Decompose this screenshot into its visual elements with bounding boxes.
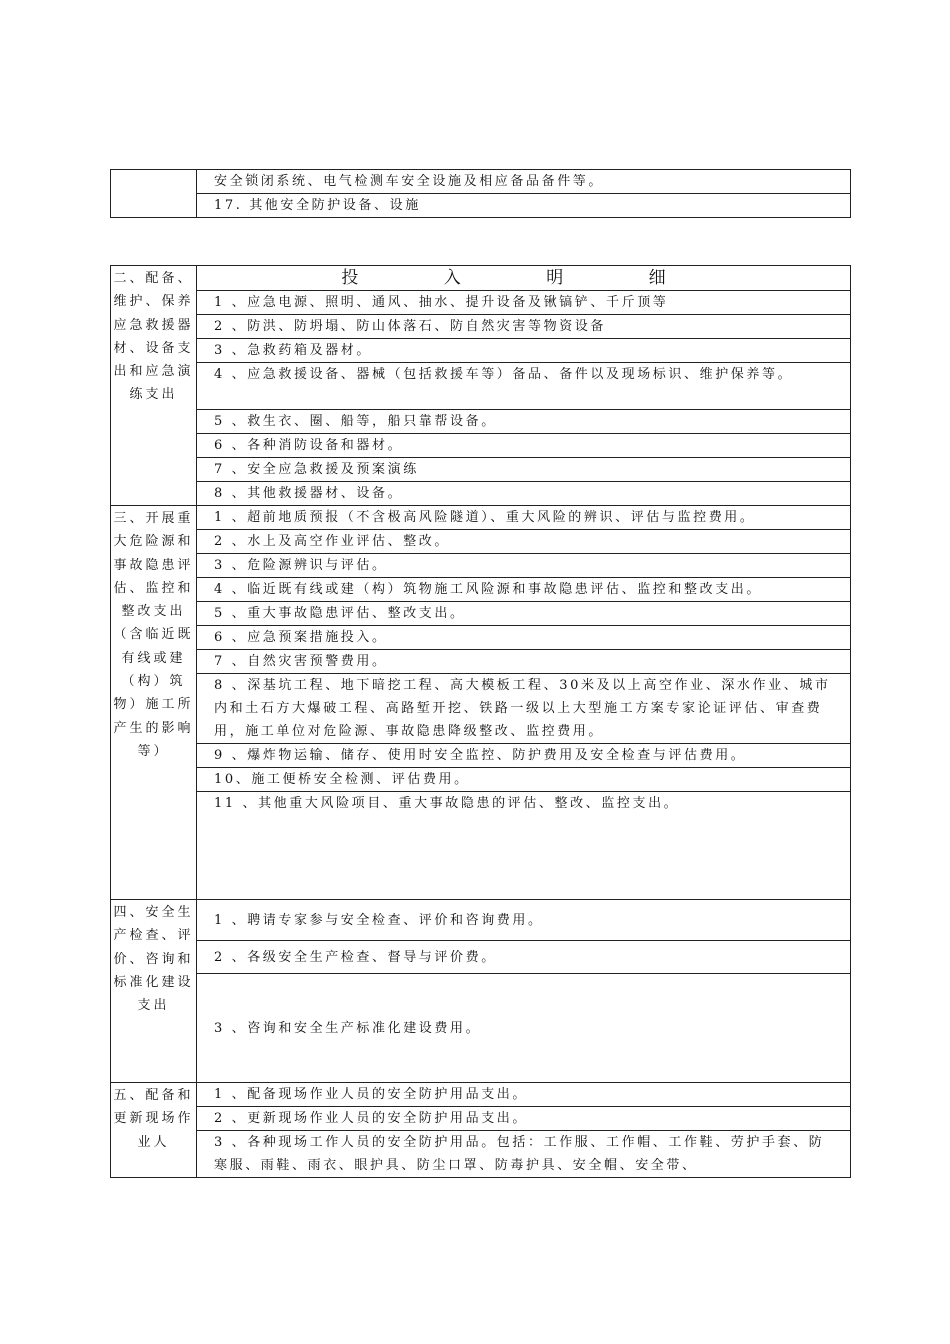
table-row — [111, 194, 851, 218]
table-row — [111, 170, 851, 194]
item-cell: 2 、更新现场作业人员的安全防护用品支出。 — [197, 1107, 851, 1131]
item-cell: 4 、临近既有线或建（构）筑物施工风险源和事故隐患评估、监控和整改支出。 — [197, 578, 851, 602]
category-cell-section2: 二、配备、维护、保养应急救援器材、设备支出和应急演练支出 — [111, 266, 197, 506]
table-row — [111, 1083, 851, 1107]
item-cell: 3 、咨询和安全生产标准化建设费用。 — [197, 974, 851, 1083]
table-row — [111, 650, 851, 674]
table-row — [111, 410, 851, 434]
item-cell: 1 、聘请专家参与安全检查、评价和咨询费用。 — [197, 900, 851, 941]
item-cell: 3 、危险源辨识与评估。 — [197, 554, 851, 578]
item-cell: 8 、深基坑工程、地下暗挖工程、高大模板工程、30米及以上高空作业、深水作业、城市内和土石方大爆破工程、高路堑开挖、铁路一级以上大型施工方案专家论证评估、审查费用，施工单位对危险源、事故隐患降级整改、监控费用。 — [197, 674, 851, 744]
table-row — [111, 900, 851, 941]
item-cell: 4 、应急救援设备、器械（包括救援车等）备品、备件以及现场标识、维护保养等。 — [197, 363, 851, 410]
table-row — [111, 674, 851, 744]
table-row — [111, 1131, 851, 1178]
item-cell: 1 、配备现场作业人员的安全防护用品支出。 — [197, 1083, 851, 1107]
item-cell: 2 、水上及高空作业评估、整改。 — [197, 530, 851, 554]
item-cell: 2 、防洪、防坍塌、防山体落石、防自然灾害等物资设备 — [197, 315, 851, 339]
item-cell: 5 、救生衣、圈、船等，船只靠帮设备。 — [197, 410, 851, 434]
table-row — [111, 482, 851, 506]
table-row — [111, 974, 851, 1083]
item-cell: 1 、应急电源、照明、通风、抽水、提升设备及锹镐铲、千斤顶等 — [197, 291, 851, 315]
item-cell: 8 、其他救援器材、设备。 — [197, 482, 851, 506]
table-row — [111, 530, 851, 554]
item-cell: 9 、爆炸物运输、储存、使用时安全监控、防护费用及安全检查与评估费用。 — [197, 744, 851, 768]
table-row — [111, 744, 851, 768]
item-cell: 7 、安全应急救援及预案演练 — [197, 458, 851, 482]
table-row — [111, 458, 851, 482]
table-row — [111, 578, 851, 602]
item-cell: 6 、各种消防设备和器材。 — [197, 434, 851, 458]
table-header: 投 入 明 细 — [197, 266, 851, 291]
table-main — [110, 265, 851, 1178]
table-row — [111, 291, 851, 315]
item-cell: 11 、其他重大风险项目、重大事故隐患的评估、整改、监控支出。 — [197, 792, 851, 900]
item-cell: 7 、自然灾害预警费用。 — [197, 650, 851, 674]
table-row — [111, 315, 851, 339]
item-cell: 3 、急救药箱及器材。 — [197, 339, 851, 363]
table-row — [111, 792, 851, 900]
item-cell: 6 、应急预案措施投入。 — [197, 626, 851, 650]
category-cell-section4: 四、安全生产检查、评价、咨询和标准化建设支出 — [111, 900, 197, 1083]
category-cell-empty — [111, 170, 197, 218]
item-cell: 17. 其他安全防护设备、设施 — [197, 194, 851, 218]
item-cell: 1 、超前地质预报（不含极高风险隧道）、重大风险的辨识、评估与监控费用。 — [197, 506, 851, 530]
item-cell: 安全锁闭系统、电气检测车安全设施及相应备品备件等。 — [197, 170, 851, 194]
table-row — [111, 266, 851, 291]
table-row — [111, 1107, 851, 1131]
table-row — [111, 626, 851, 650]
table-row — [111, 941, 851, 974]
item-cell: 3 、各种现场工作人员的安全防护用品。包括：工作服、工作帽、工作鞋、劳护手套、防寒服、雨鞋、雨衣、眼护具、防尘口罩、防毒护具、安全帽、安全带、 — [197, 1131, 851, 1178]
table-row — [111, 602, 851, 626]
table-row — [111, 506, 851, 530]
table-top — [110, 169, 851, 218]
category-cell-section3: 三、开展重大危险源和事故隐患评估、监控和整改支出（含临近既有线或建（构）筑物）施工所产生的影响等） — [111, 506, 197, 900]
table-row — [111, 554, 851, 578]
table-row — [111, 434, 851, 458]
item-cell: 10、施工便桥安全检测、评估费用。 — [197, 768, 851, 792]
table-row — [111, 339, 851, 363]
category-cell-section5: 五、配备和更新现场作业人 — [111, 1083, 197, 1178]
table-row — [111, 768, 851, 792]
item-cell: 5 、重大事故隐患评估、整改支出。 — [197, 602, 851, 626]
table-row — [111, 363, 851, 410]
item-cell: 2 、各级安全生产检查、督导与评价费。 — [197, 941, 851, 974]
